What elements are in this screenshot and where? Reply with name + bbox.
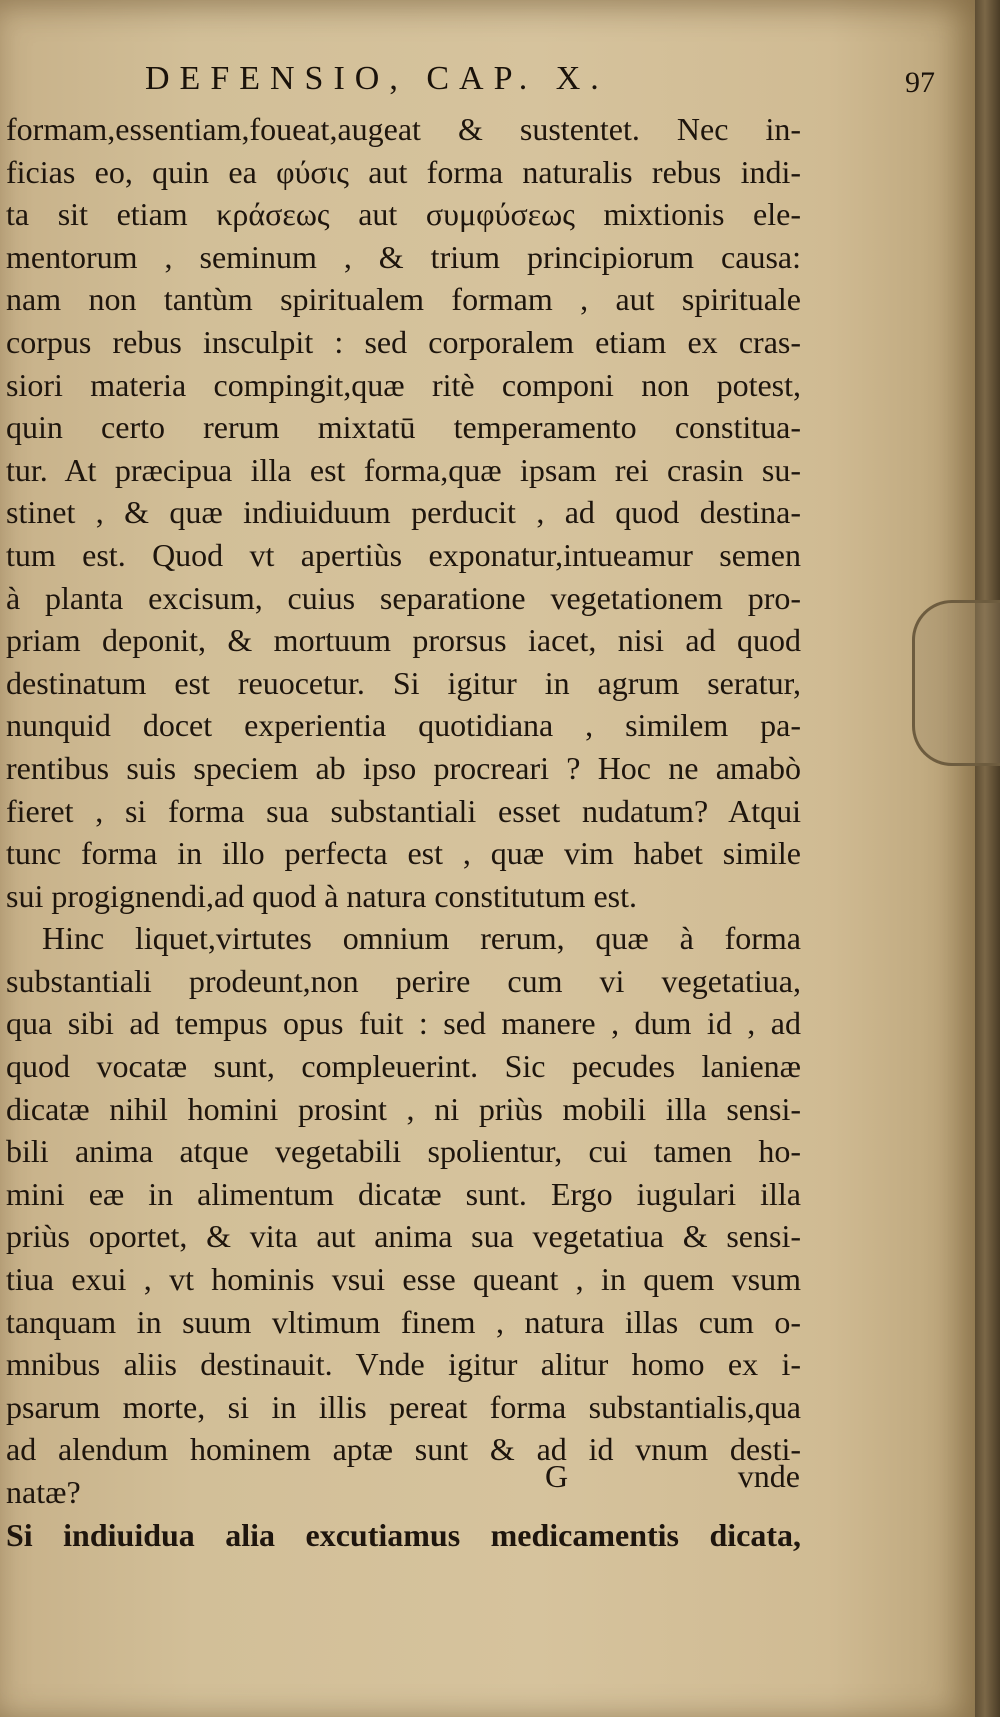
text-line: tum est. Quod vt apertiùs exponatur,intueamur semen <box>6 536 801 573</box>
signature-mark: G <box>545 1458 569 1494</box>
text-line: nunquid docet experientia quotidiana , similem pa- <box>6 707 801 744</box>
text-line: ficias eo, quin ea φύσις aut forma naturalis rebus indi- <box>6 153 801 190</box>
text-line: rentibus suis speciem ab ipso procreari ? Hoc ne amabò <box>6 749 801 786</box>
text-line: qua sibi ad tempus opus fuit : sed manere , dum id , ad <box>6 1005 801 1042</box>
text-line: quod vocatæ sunt, compleuerint. Sic pecudes lanienæ <box>6 1048 801 1085</box>
book-edge <box>975 0 1000 1717</box>
text-line: destinatum est reuocetur. Si igitur in agrum seratur, <box>6 664 801 701</box>
text-line: Hinc liquet,virtutes omnium rerum, quæ à forma <box>42 920 801 957</box>
page-header <box>145 60 935 100</box>
text-line: tiua exui , vt hominis vsui esse queant , in quem vsum <box>6 1261 801 1298</box>
text-line: priùs oportet, & vita aut anima sua vegetatiua & sensi- <box>6 1218 801 1255</box>
text-line: quin certo rerum mixtatū temperamento constitua- <box>6 409 801 446</box>
text-line: tunc forma in illo perfecta est , quæ vim habet simile <box>6 835 801 872</box>
clasp-outline <box>912 600 1000 766</box>
text-line: tur. At præcipua illa est forma,quæ ipsam rei crasin su- <box>6 451 801 488</box>
text-line: à planta excisum, cuius separatione vegetationem pro- <box>6 579 801 616</box>
text-line: priam deponit, & mortuum prorsus iacet, nisi ad quod <box>6 622 801 659</box>
text-line: mnibus aliis destinauit. Vnde igitur alitur homo ex i- <box>6 1346 801 1383</box>
text-line: dicatæ nihil homini prosint , ni priùs mobili illa sensi- <box>6 1090 801 1127</box>
catchword: vnde <box>737 1458 800 1494</box>
text-line: fieret , si forma sua substantiali esset nudatum? Atqui <box>6 792 801 829</box>
text-line: bili anima atque vegetabili spolientur, cui tamen ho- <box>6 1133 801 1170</box>
text-line: sui progignendi,ad quod à natura constitutum est. <box>6 877 637 914</box>
page-number: 97 <box>905 66 935 99</box>
text-line: tanquam in suum vltimum finem , natura illas cum o- <box>6 1303 801 1340</box>
text-line: mentorum , seminum , & trium principiorum causa: <box>6 238 801 275</box>
text-line: formam,essentiam,foueat,augeat & sustentet. Nec in- <box>6 111 801 147</box>
body-text <box>6 108 801 1556</box>
text-line: corpus rebus insculpit : sed corporalem etiam ex cras- <box>6 323 801 360</box>
text-line: nam non tantùm spiritualem formam , aut spirituale <box>6 281 801 318</box>
text-line: psarum morte, si in illis pereat forma substantialis,qua <box>6 1388 801 1425</box>
text-line: Si indiuidua alia excutiamus medicamentis dicata, <box>6 1516 801 1553</box>
text-line: mini eæ in alimentum dicatæ sunt. Ergo iugulari illa <box>6 1175 801 1212</box>
text-line: ta sit etiam κράσεως aut συμφύσεως mixtionis ele- <box>6 196 801 233</box>
page-footer <box>545 1458 800 1498</box>
text-line: ad alendum hominem aptæ sunt & ad id vnum desti- <box>6 1431 801 1468</box>
text-line: natæ? <box>6 1474 81 1510</box>
text-line: siori materia compingit,quæ ritè componi non potest, <box>6 366 801 403</box>
text-line: substantiali prodeunt,non perire cum vi vegetatiua, <box>6 962 801 999</box>
text-line: stinet , & quæ indiuiduum perducit , ad quod destina- <box>6 494 801 531</box>
running-head: DEFENSIO, CAP. X. <box>145 60 609 97</box>
